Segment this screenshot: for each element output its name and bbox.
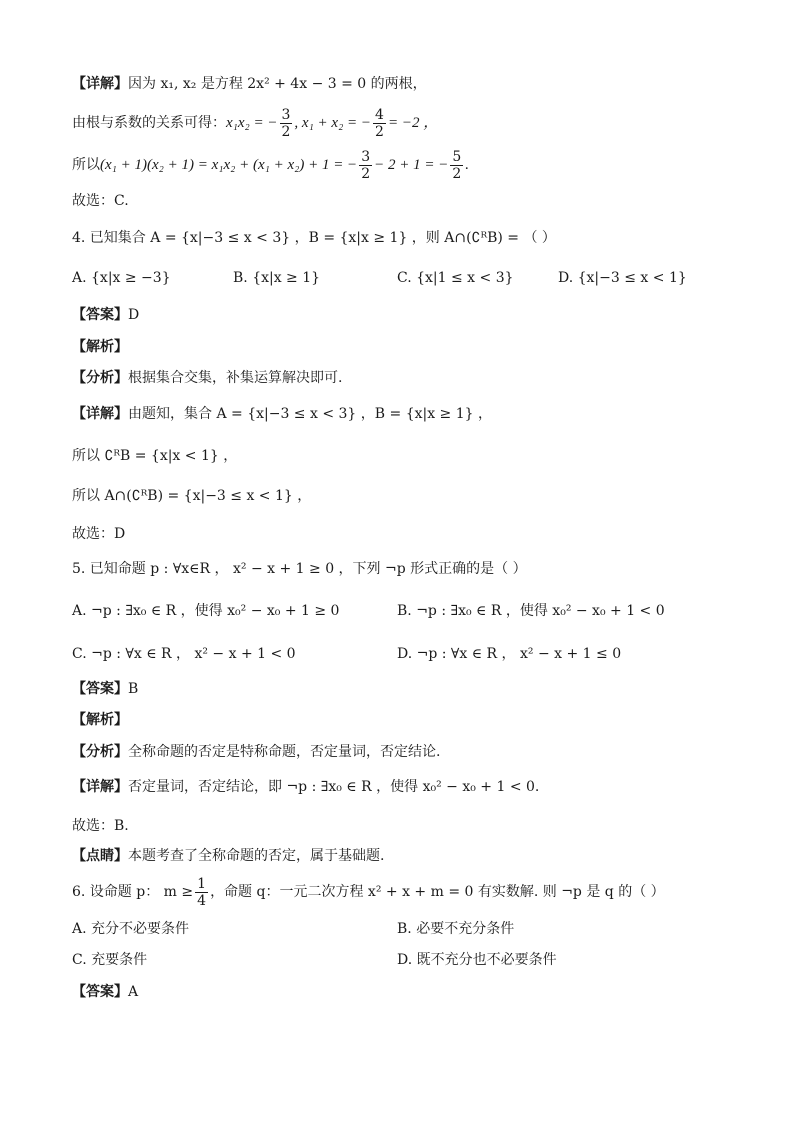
q4-choice: 故选：D — [72, 526, 126, 542]
fraction: $\frac{3}{2}$ — [281, 106, 291, 140]
q5-option-b: B. ¬p : ∃x₀ ∈ R ，使得 x₀² − x₀ + 1 < 0 — [397, 603, 665, 619]
product-math-c: . — [465, 157, 470, 173]
q4-analysis-header: 【解析】 — [72, 339, 128, 355]
q5-answer: 【答案】B — [72, 681, 139, 697]
q4-step-2: 所以 A∩(∁ᴿB) = {x|−3 ≤ x < 1} ， — [72, 488, 312, 504]
q4-option-a: A. {x|x ≥ −3} — [72, 270, 171, 286]
product-line — [72, 146, 469, 184]
q6-option-a: A. 充分不必要条件 — [72, 921, 190, 937]
q4-analysis: 【分析】根据集合交集，补集运算解决即可. — [72, 370, 343, 386]
product-intro: 所以 — [72, 157, 100, 173]
question-5-stem: 5. 已知命题 p : ∀x∈R ， x² − x + 1 ≥ 0 ，下列 ¬p 形式正确的是（ ） — [72, 561, 527, 577]
vieta-intro: 由根与系数的关系可得： — [72, 115, 226, 131]
q4-step-1: 所以 ∁ᴿB = {x|x < 1} ， — [72, 448, 238, 464]
vieta-math-a: x₁x₂ = − — [226, 115, 278, 131]
q5-comment: 【点睛】本题考查了全称命题的否定，属于基础题. — [72, 848, 385, 864]
q6-option-c: C. 充要条件 — [72, 952, 148, 968]
fraction: $\frac{3}{2}$ — [361, 148, 371, 182]
q4-option-d: D. {x|−3 ≤ x < 1} — [558, 270, 687, 286]
vieta-line — [72, 104, 438, 142]
q5-option-d: D. ¬p : ∀x ∈ R ， x² − x + 1 ≤ 0 — [397, 646, 622, 662]
q4-option-c: C. {x|1 ≤ x < 3} — [397, 270, 514, 286]
q6-option-d: D. 既不充分也不必要条件 — [397, 952, 557, 968]
q5-analysis-header: 【解析】 — [72, 712, 128, 728]
product-math-a: (x₁ + 1)(x₂ + 1) = x₁x₂ + (x₁ + x₂) + 1 = − — [100, 157, 358, 173]
q5-choice: 故选：B. — [72, 818, 129, 834]
q5-analysis: 【分析】全称命题的否定是特称命题，否定量词，否定结论. — [72, 744, 441, 760]
q5-option-a: A. ¬p : ∃x₀ ∈ R ，使得 x₀² − x₀ + 1 ≥ 0 — [72, 603, 340, 619]
solution-detail-line — [72, 74, 427, 94]
detail-tag: 【详解】 — [72, 76, 128, 92]
q4-option-b: B. {x|x ≥ 1} — [233, 270, 321, 286]
q5-detail: 【详解】否定量词，否定结论，即 ¬p : ∃x₀ ∈ R ，使得 x₀² − x₀ + 1 < 0. — [72, 779, 540, 795]
q6-answer: 【答案】A — [72, 984, 139, 1000]
detail-text: 因为 x₁, x₂ 是方程 2x² + 4x − 3 = 0 的两根， — [128, 76, 427, 92]
fraction: $\frac{5}{2}$ — [452, 148, 462, 182]
q4-answer: 【答案】D — [72, 307, 140, 323]
q4-detail: 【详解】由题知，集合 A = {x|−3 ≤ x < 3} ，B = {x|x ≥ 1} ， — [72, 406, 492, 422]
vieta-math-b: , x₁ + x₂ = − — [294, 115, 372, 131]
question-6-stem: 6. 设命题 p： m ≥ $\frac{1}{4}$ ，命题 q：一元二次方程 x² + x + m = 0 有实数解. 则 ¬p 是 q 的（ ） — [72, 875, 665, 909]
q6-option-b: B. 必要不充分条件 — [397, 921, 515, 937]
fraction: $\frac{1}{4}$ — [197, 875, 207, 909]
vieta-math-c: = −2 ， — [387, 115, 439, 131]
q5-option-c: C. ¬p : ∀x ∈ R ， x² − x + 1 < 0 — [72, 646, 296, 662]
choice-line: 故选：C. — [72, 193, 129, 209]
product-math-b: − 2 + 1 = − — [374, 157, 449, 173]
fraction: $\frac{4}{2}$ — [375, 106, 384, 140]
question-4-stem: 4. 已知集合 A = {x|−3 ≤ x < 3} ，B = {x|x ≥ 1} ，则 A∩(∁ᴿB) = （ ） — [72, 230, 556, 246]
